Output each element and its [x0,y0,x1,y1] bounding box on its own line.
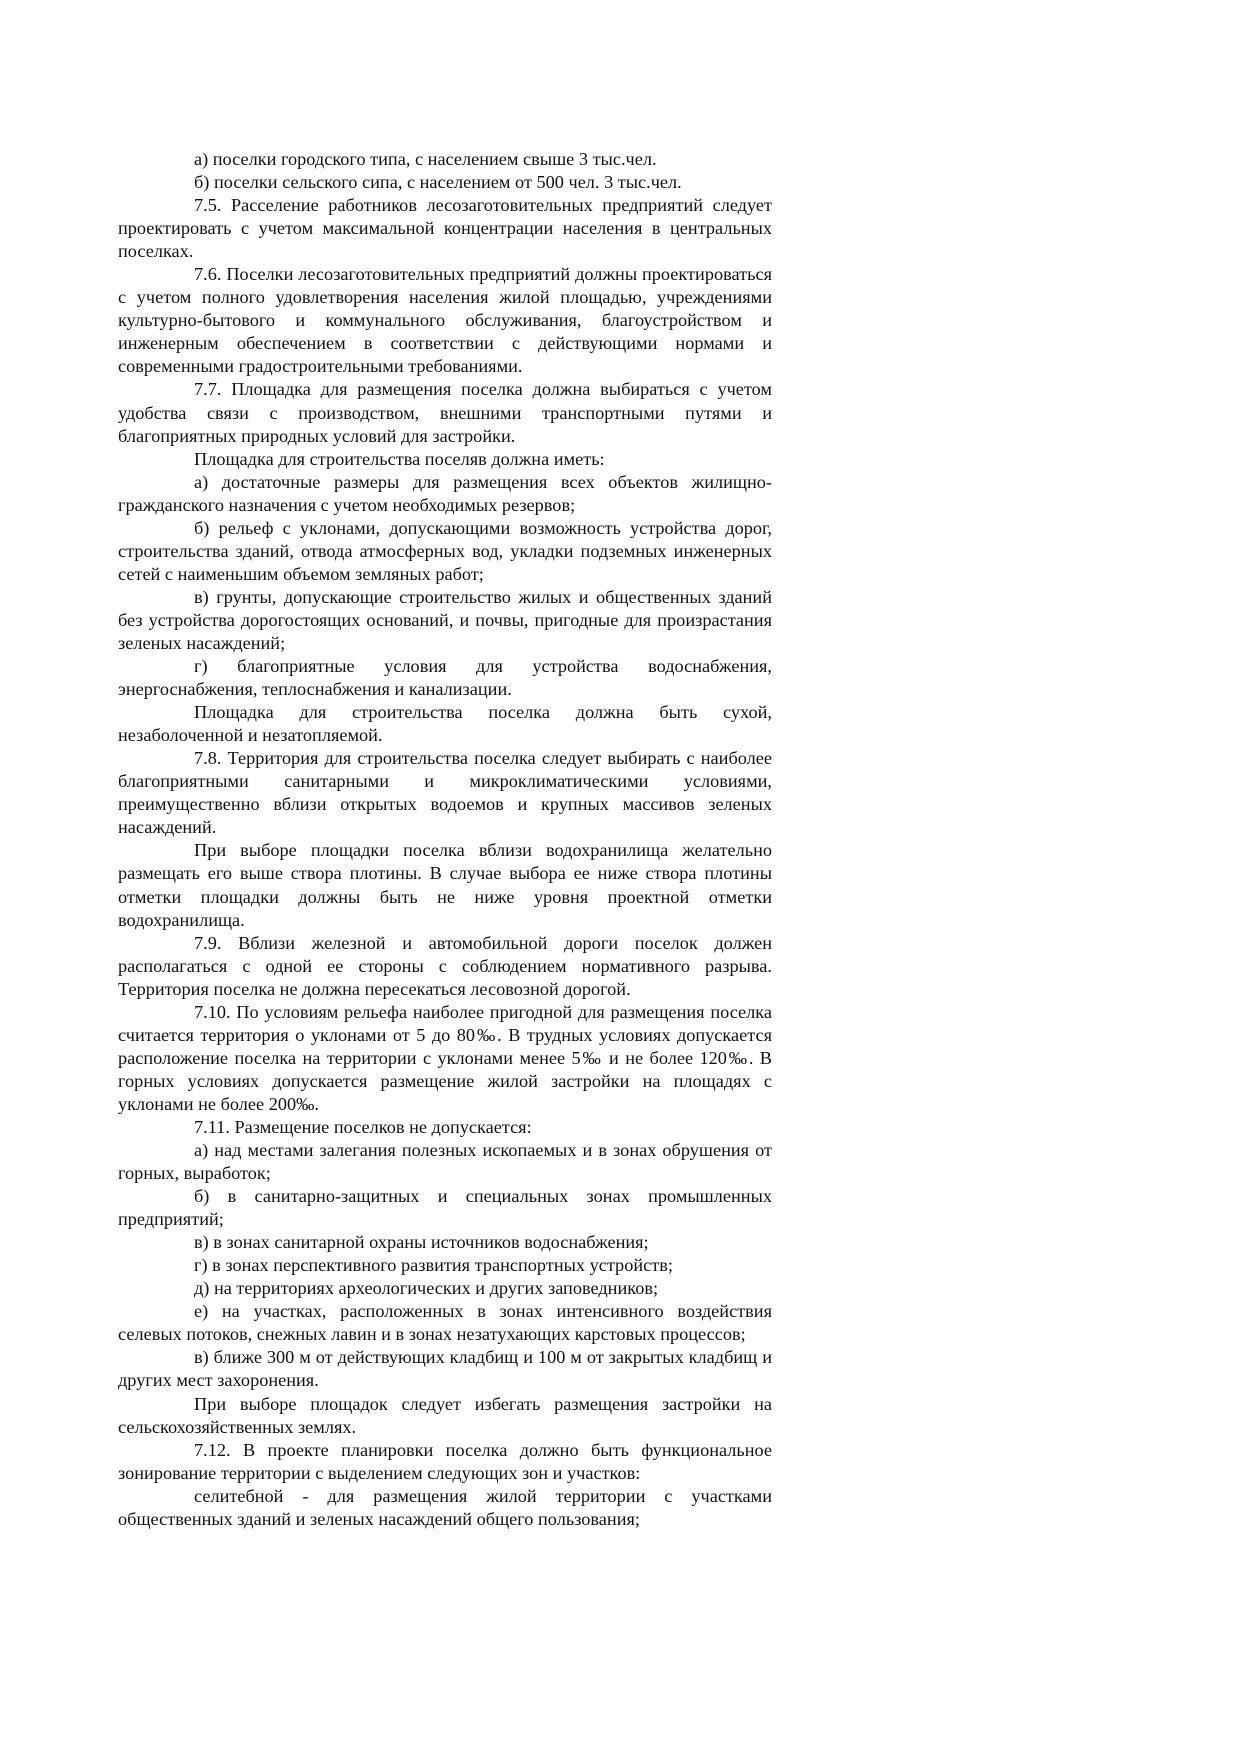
paragraph-req-v: в) грунты, допускающие строительство жилых и общественных зданий без устройства дорогостоящих оснований, и почвы, пригодные для произрастания зеленых насаждений; [118,586,772,653]
paragraph-prohibit-g: г) в зонах перспективного развития транспортных устройств; [194,1255,673,1276]
paragraph-7-6: 7.6. Поселки лесозаготовительных предприятий должны проектироваться с учетом полного удовлетворения населения жилой площадью, учреждениями культурно-бытового и коммунального обслуживания, благоустройством и инженерным обеспечением в соответствии с действующими нормами и современными градостроительными требованиями. [118,264,772,377]
document-page [118,148,772,1531]
paragraph-req-a: а) достаточные размеры для размещения всех объектов жилищно-гражданского назначения с учетом необходимых резервов; [118,471,772,515]
paragraph-prohibit-b: б) в санитарно-защитных и специальных зонах промышленных предприятий; [118,1186,772,1230]
paragraph-prohibit-a: а) над местами залегания полезных ископаемых и в зонах обрушения от горных, выработок; [118,1140,772,1184]
paragraph-residential-zone: селитебной - для размещения жилой территории с участками общественных зданий и зеленых насаждений общего пользования; [118,1485,772,1529]
paragraph-site-dry: Площадка для строительства поселка должна быть сухой, незаболоченной и незатопляемой. [118,702,772,746]
paragraph-prohibit-cemetery: в) ближе 300 м от действующих кладбищ и 100 м от закрытых кладбищ и других мест захоронения. [118,1347,772,1391]
paragraph-reservoir: При выборе площадки поселка вблизи водохранилища желательно размещать его выше створа плотины. В случае выбора ее ниже створа плотины отметки площадки должны быть не ниже уровня проектной отметки водохранилища. [118,840,772,930]
paragraph-7-11: 7.11. Размещение поселков не допускается: [194,1116,532,1137]
paragraph-7-10: 7.10. По условиям рельефа наиболее пригодной для размещения поселка считается территория о уклонами от 5 до 80‰. В трудных условиях допускается расположение поселка на территории с уклонами менее 5‰ и не более 120‰. В горных условиях допускается размещение жилой застройки на площадях с уклонами не более 200‰. [118,1001,772,1114]
paragraph-req-b: б) рельеф с уклонами, допускающими возможность устройства дорог, строительства зданий, отвода атмосферных вод, укладки подземных инженерных сетей с наименьшим объемом земляных работ; [118,517,772,584]
paragraph-farmland: При выборе площадок следует избегать размещения застройки на сельскохозяйственных землях. [118,1393,772,1437]
paragraph-prohibit-e: е) на участках, расположенных в зонах интенсивного воздействия селевых потоков, снежных лавин и в зонах незатухающих карстовых процессов; [118,1301,772,1345]
paragraph-prohibit-d: д) на территориях археологических и других заповедников; [194,1278,659,1299]
paragraph-7-5: 7.5. Расселение работников лесозаготовительных предприятий следует проектировать с учетом максимальной концентрации населения в центральных поселках. [118,195,772,262]
paragraph-7-7: 7.7. Площадка для размещения поселка должна выбираться с учетом удобства связи с производством, внешними транспортными путями и благоприятных природных условий для застройки. [118,379,772,446]
paragraph-item-b-rural: б) поселки сельского сипа, с населением от 500 чел. 3 тыс.чел. [194,172,682,193]
paragraph-item-a-urban: а) поселки городского типа, с населением свыше 3 тыс.чел. [194,149,657,169]
paragraph-7-8: 7.8. Территория для строительства поселка следует выбирать с наиболее благоприятными санитарными и микроклиматическими условиями, преимущественно вблизи открытых водоемов и крупных массивов зеленых насаждений. [118,748,772,838]
paragraph-prohibit-v: в) в зонах санитарной охраны источников водоснабжения; [194,1232,649,1253]
paragraph-req-g: г) благоприятные условия для устройства водоснабжения, энергоснабжения, теплоснабжения и канализации. [118,656,772,700]
paragraph-7-12: 7.12. В проекте планировки поселка должно быть функциональное зонирование территории с выделением следующих зон и участков: [118,1439,772,1483]
paragraph-7-9: 7.9. Вблизи железной и автомобильной дороги поселок должен располагаться с одной ее стороны с соблюдением нормативного разрыва. Территория поселка не должна пересекаться лесовозной дорогой. [118,932,772,999]
paragraph-site-requirements: Площадка для строительства поселяв должна иметь: [194,448,605,469]
